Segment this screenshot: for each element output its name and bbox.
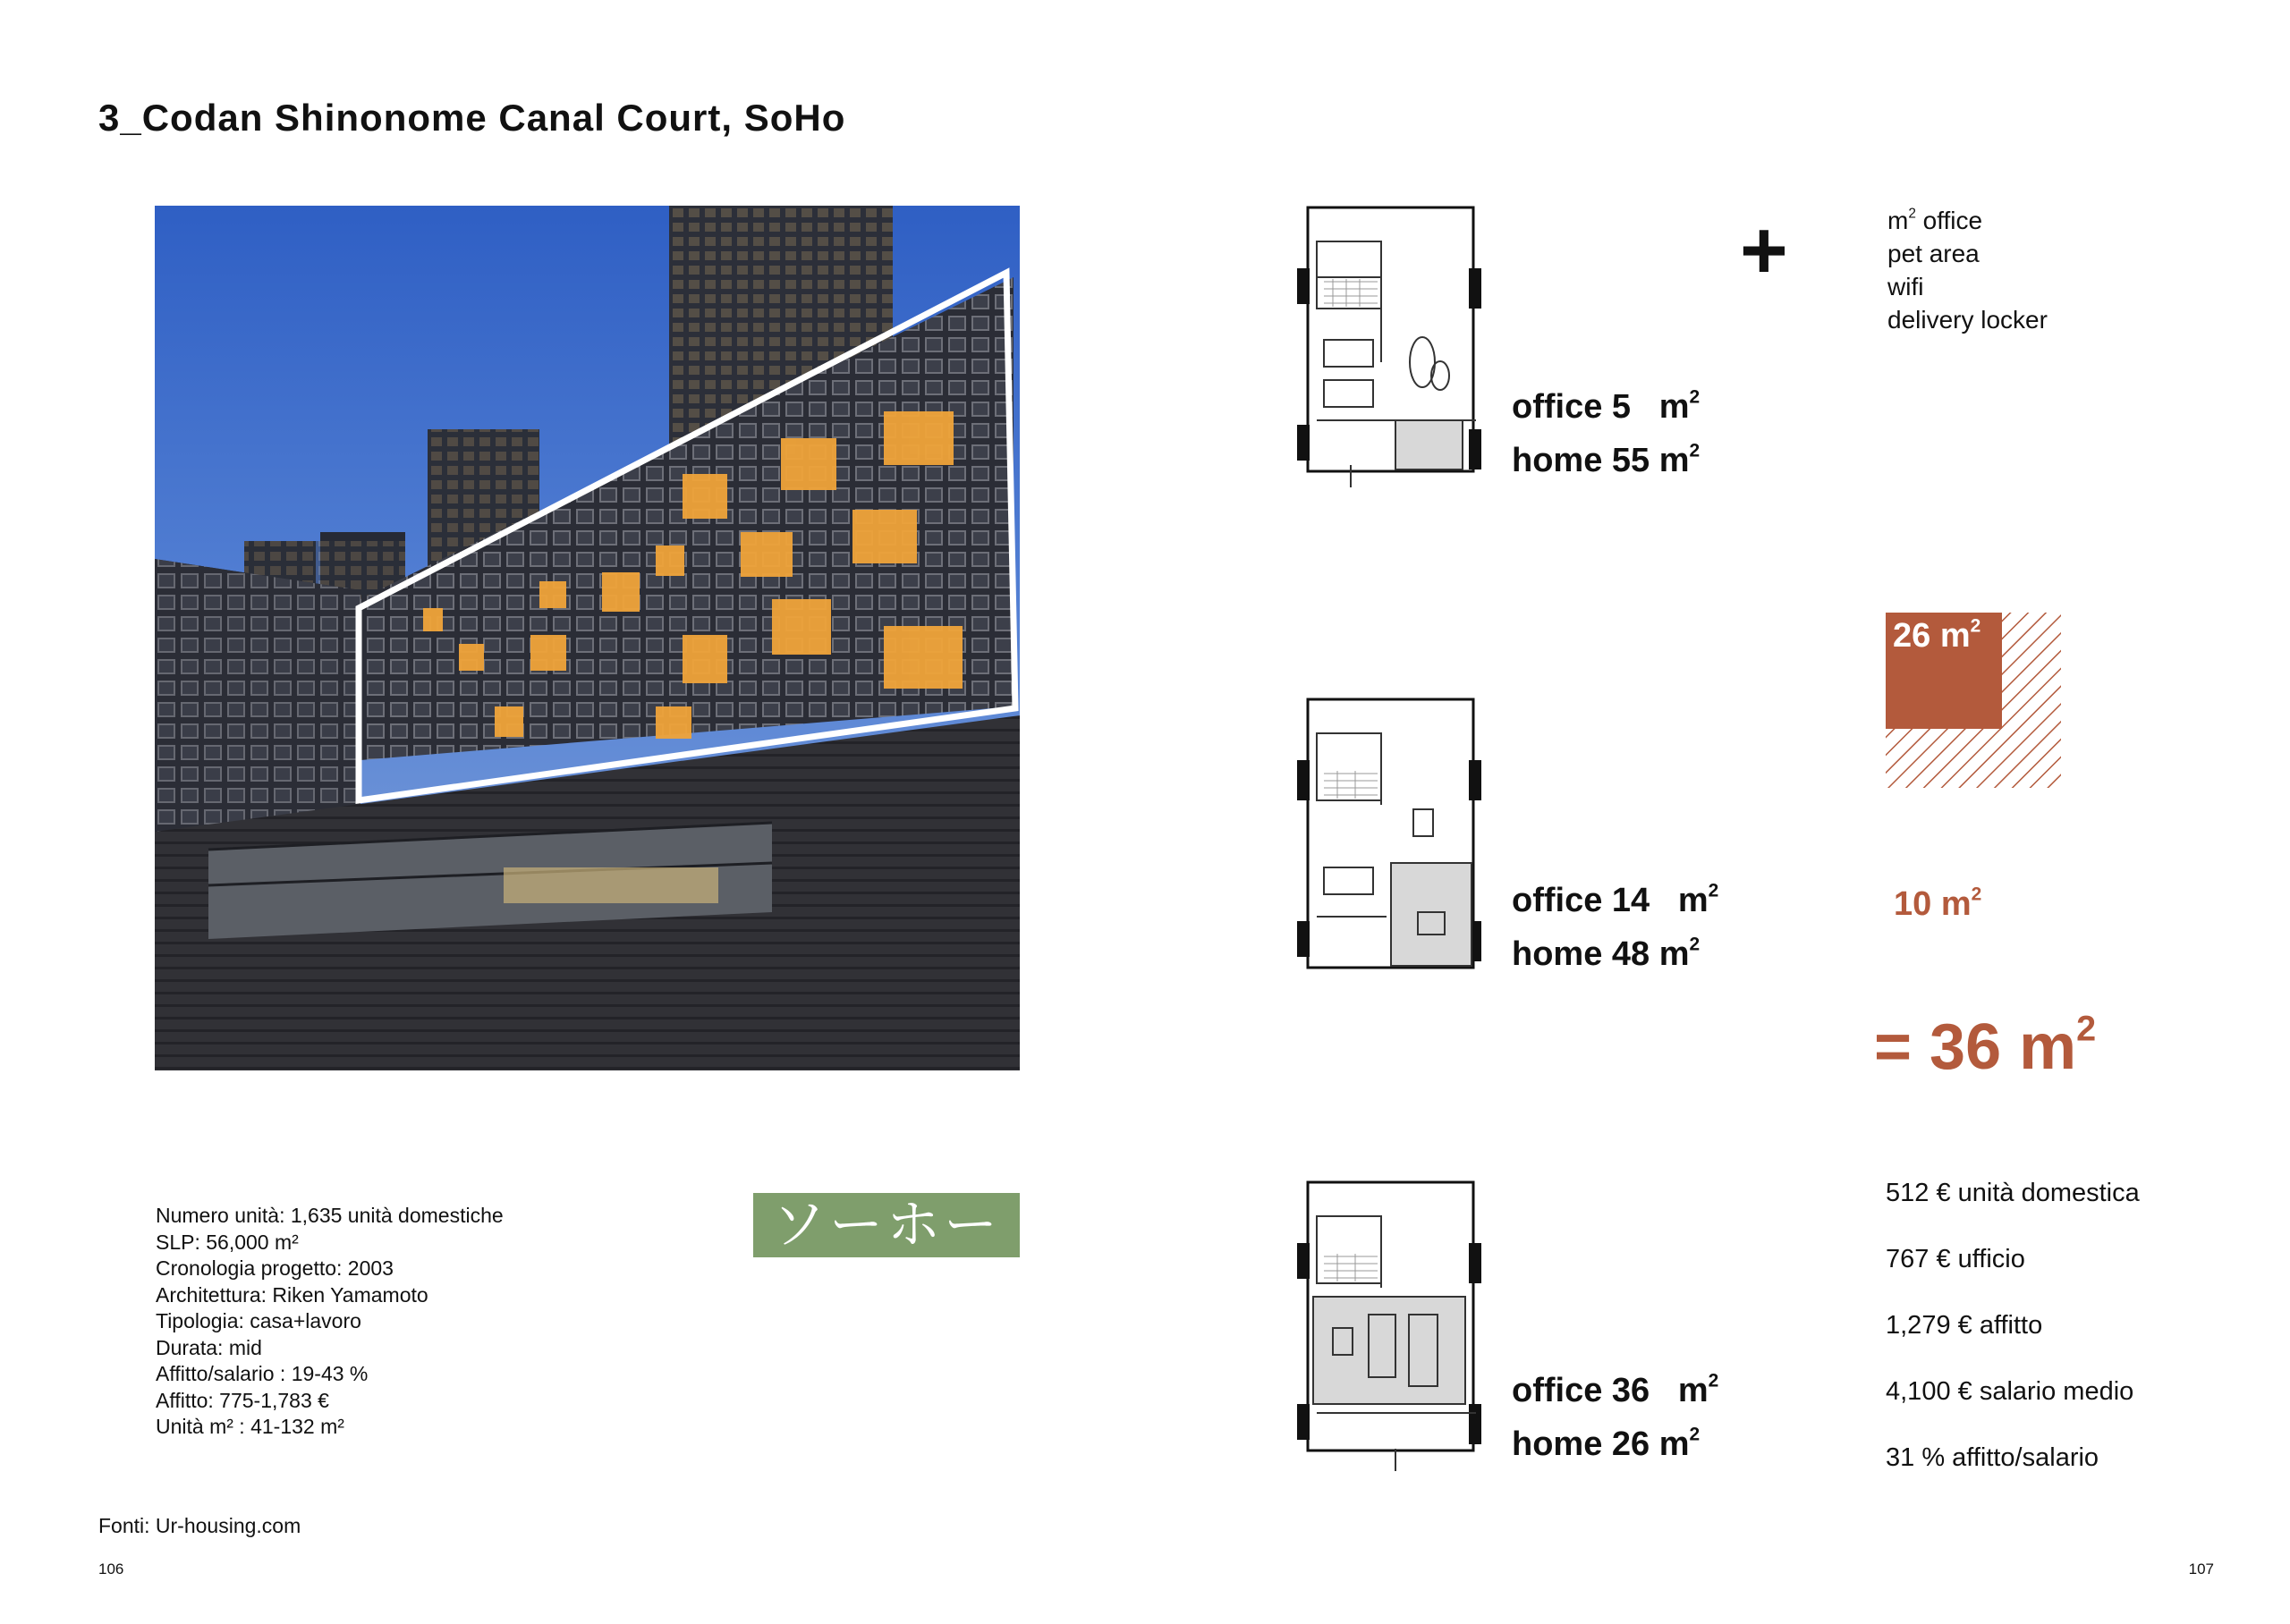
info-line: Durata: mid (156, 1335, 262, 1359)
project-info (156, 1203, 504, 1441)
plus-icon: + (1740, 205, 1788, 296)
plan-2-areas (1512, 874, 1718, 981)
plan-1-areas (1512, 380, 1700, 487)
amenity-item: delivery locker (1887, 306, 2048, 334)
amenity-item: pet area (1887, 240, 1980, 267)
sup-2: 2 (1689, 386, 1701, 408)
info-line: Cronologia progetto: 2003 (156, 1256, 394, 1280)
sup-2: 2 (1908, 206, 1916, 222)
sup-2: 2 (1689, 1424, 1701, 1445)
source-note: Fonti: Ur-housing.com (98, 1514, 301, 1537)
floor-plan-2 (1297, 698, 1489, 988)
info-line: Affitto: 775-1,783 € (156, 1388, 329, 1412)
sup-2: 2 (1970, 615, 1981, 637)
sup-2: 2 (2076, 1009, 2097, 1049)
sup-2: 2 (1689, 934, 1701, 955)
unit-m: m (1658, 388, 1690, 426)
unit-m: m (1677, 1372, 1709, 1409)
unit-m: m (1677, 882, 1709, 919)
amenity-item (1887, 204, 2048, 237)
page-number-left: 106 (98, 1561, 124, 1577)
page-title: 3_Codan Shinonome Canal Court, SoHo (98, 97, 846, 139)
info-line: Unità m² : 41-132 m² (156, 1415, 344, 1438)
amenities-list (1887, 204, 2048, 336)
floor-plan-3 (1297, 1180, 1489, 1476)
soho-katakana-label: ソーホー (753, 1193, 1020, 1257)
building-photo (155, 206, 1020, 1070)
plan-3-areas (1512, 1364, 1718, 1471)
solid-area-value: 26 m (1893, 617, 1971, 655)
solid-area-label (1893, 617, 1980, 656)
cost-list (1886, 1179, 2140, 1510)
info-line: Affitto/salario : 19-43 % (156, 1362, 369, 1385)
plan-1-office: office 5 (1512, 388, 1632, 426)
floor-plan-1 (1297, 206, 1489, 492)
added-area-value: 10 m (1894, 885, 1972, 923)
info-line: Tipologia: casa+lavoro (156, 1309, 361, 1332)
info-line: SLP: 56,000 m² (156, 1230, 299, 1254)
info-line: Numero unità: 1,635 unità domestiche (156, 1204, 504, 1227)
plan-3-home: home 26 m (1512, 1425, 1690, 1463)
cost-item: 31 % affitto/salario (1886, 1443, 2099, 1472)
added-area-label (1894, 885, 1981, 924)
amenity-office-label: office (1915, 207, 1983, 234)
info-line: Architettura: Riken Yamamoto (156, 1282, 428, 1307)
amenity-item: wifi (1887, 273, 1924, 300)
plan-1-home: home 55 m (1512, 442, 1690, 479)
cost-item: 1,279 € affitto (1886, 1311, 2043, 1340)
cost-item: 512 € unità domestica (1886, 1179, 2140, 1207)
plan-2-office: office 14 (1512, 882, 1650, 919)
unit-m: m (1887, 207, 1909, 234)
plan-2-home: home 48 m (1512, 935, 1690, 973)
total-area-value: = 36 m (1874, 1011, 2077, 1083)
sup-2: 2 (1971, 884, 1982, 905)
cost-item: 767 € ufficio (1886, 1245, 2025, 1273)
page-number-right: 107 (2188, 1561, 2214, 1577)
cost-item: 4,100 € salario medio (1886, 1377, 2134, 1406)
sup-2: 2 (1708, 1370, 1719, 1391)
sup-2: 2 (1708, 880, 1719, 901)
plan-3-office: office 36 (1512, 1372, 1650, 1409)
sup-2: 2 (1689, 440, 1701, 461)
total-area-label (1874, 1011, 2096, 1084)
